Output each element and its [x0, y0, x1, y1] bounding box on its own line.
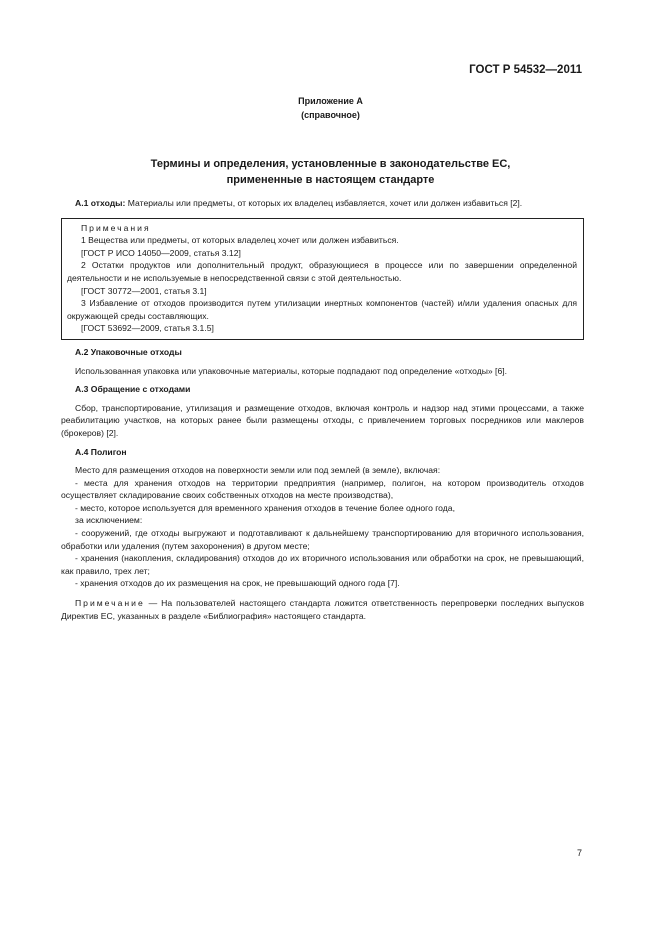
note-1: 1 Вещества или предметы, от которых владелец хочет или должен избавиться.: [81, 235, 399, 246]
clause-a2-text: Использованная упаковка или упаковочные материалы, которые подпадают под определение «отходы» [6].: [75, 365, 507, 376]
notes-heading: Примечания: [81, 222, 151, 233]
clause-a4-item-2: - место, которое используется для временного хранения отходов в течение более одного года,: [75, 502, 455, 513]
note-1-reference: [ГОСТ Р ИСО 14050—2009, статья 3.12]: [81, 247, 241, 258]
clause-a1-number: А.1: [75, 198, 89, 208]
annex-title: Приложение А: [298, 96, 363, 106]
clause-a4-item-3: - сооружений, где отходы выгружают и подготавливают к дальнейшему транспортированию для вторичного использования, обработки или удаления (путем захоронения) в другом месте;: [61, 528, 584, 551]
clause-a1-term: отходы:: [90, 198, 126, 208]
note-3: 3 Избавление от отходов производится путем утилизации инертных компонентов (частей) и/или удаления опасных для окружающей среды составляющих.: [67, 298, 577, 321]
note-2-reference: [ГОСТ 30772—2001, статья 3.1]: [81, 285, 207, 296]
clause-a4-item-1: - места для хранения отходов на территории предприятия (например, полигон, на котором производитель отходов осуществляет складирование своих собственных отходов на месте производства),: [61, 477, 584, 501]
document-code: ГОСТ Р 54532—2011: [469, 64, 582, 76]
annex-heading: [0, 94, 661, 122]
clause-a1-text: Материалы или предметы, от которых их владелец избавляется, хочет или должен избавиться [2].: [127, 198, 523, 208]
note-2: 2 Остатки продуктов или дополнительный продукт, образующиеся в процессе или по завершении определенной деятельности и не используемые в непосредственной связи с этой деятельностью.: [67, 260, 577, 283]
section-title-line-2: примененные в настоящем стандарте: [226, 174, 435, 186]
page-number: 7: [576, 848, 582, 858]
final-note-label: Примечание: [75, 598, 145, 609]
section-title-line-1: Термины и определения, установленные в законодательстве ЕС,: [150, 158, 511, 170]
final-note: [61, 597, 584, 622]
clause-a4-intro: Место для размещения отходов на поверхности земли или под землей (в земле), включая:: [75, 465, 441, 476]
clause-a4-exception: за исключением:: [75, 515, 143, 526]
clause-a4-item-5: - хранения отходов до их размещения на срок, не превышающий одного года [7].: [75, 578, 400, 589]
clause-a1: [61, 197, 584, 210]
clause-a4-item-4: - хранения (накопления, складирования) отходов до их вторичного использования или обработки на срок, не превышающий, как правило, трех лет;: [61, 553, 584, 576]
clause-a2-heading: А.2 Упаковочные отходы: [75, 346, 182, 357]
clause-a4-heading: А.4 Полигон: [75, 446, 127, 457]
document-body: [61, 197, 584, 622]
final-note-text: — На пользователей настоящего стандарта ложится ответственность перепроверки последних выпусков Директив ЕС, указанных в разделе «Библиография» настоящего стандарта.: [61, 598, 585, 621]
clause-a3-text: Сбор, транспортирование, утилизация и размещение отходов, включая контроль и надзор над этими процессами, а также реабилитацию участков, на которых ранее были размещены отходы, с привлечением торговых посредников или маклеров (брокеров) [2].: [61, 402, 584, 438]
note-3-reference: [ГОСТ 53692—2009, статья 3.1.5]: [81, 323, 214, 334]
section-title: [60, 156, 601, 188]
annex-subtitle: (справочное): [301, 110, 360, 120]
clause-a3-heading: А.3 Обращение с отходами: [75, 384, 191, 395]
notes-box: [61, 218, 584, 340]
